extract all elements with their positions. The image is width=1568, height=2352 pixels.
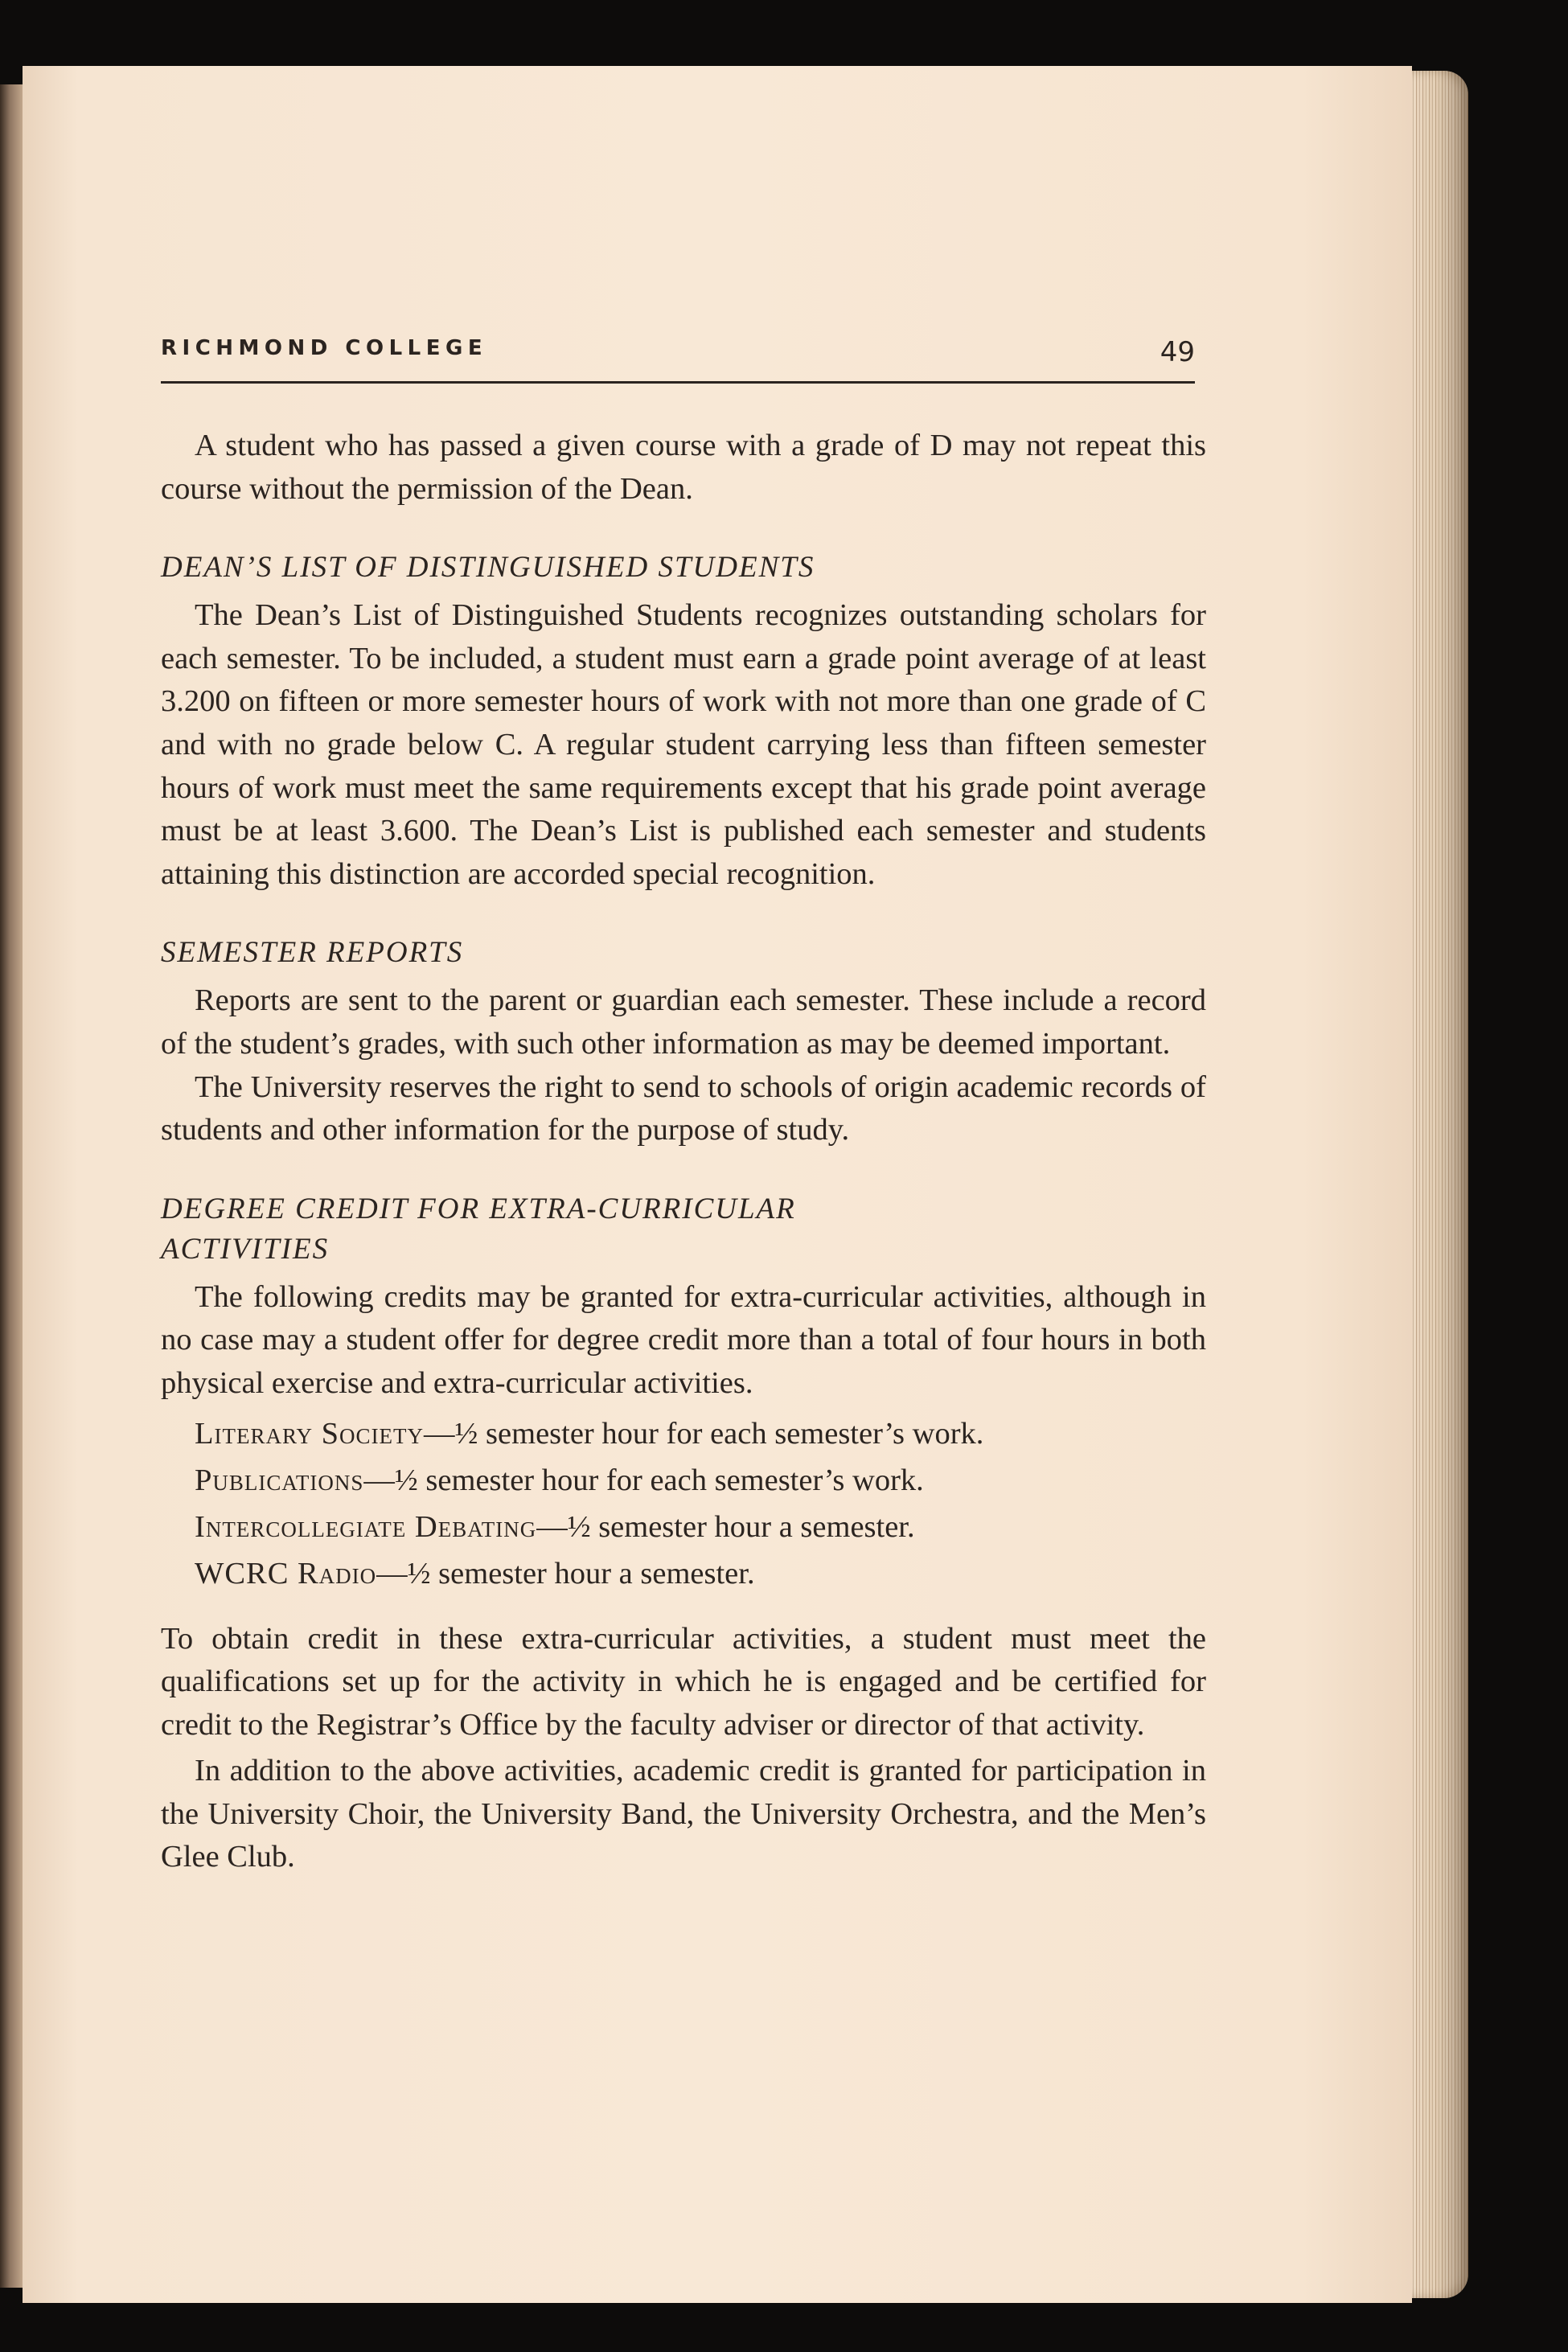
header-rule: [161, 381, 1195, 384]
semester-reports-paragraph-2: The University reserves the right to send to schools of origin academic records of students and other information for the purpose of study.: [161, 1069, 1206, 1147]
degree-credit-heading: [161, 1189, 1206, 1270]
semester-reports-paragraph-1: Reports are sent to the parent or guardian each semester. These include a record of the student’s grades, with such other information as may be deemed important.: [161, 983, 1206, 1061]
credit-line-wcrc-radio: [161, 1550, 1206, 1597]
page-number: 49: [1160, 336, 1195, 368]
book-page: [23, 66, 1412, 2303]
credit-amount: —½ semester hour for each semester’s work.: [363, 1463, 924, 1497]
degree-credit-paragraph: The following credits may be granted for extra-curricular activities, although in no case may a student offer for degree credit more than a total of four hours in both physical exercise and extra-curricular activities.: [161, 1279, 1206, 1400]
credit-activity-name: WCRC Radio: [195, 1556, 377, 1591]
closing-paragraph-2: In addition to the above activities, academic credit is granted for participation in the University Choir, the University Band, the University Orchestra, and the Men’s Glee Club.: [161, 1754, 1206, 1874]
credit-activity-name: Intercollegiate Debating: [195, 1509, 537, 1544]
degree-credit-heading-line-1: DEGREE CREDIT FOR EXTRA-CURRICULAR: [161, 1192, 796, 1225]
semester-reports-heading: SEMESTER REPORTS: [161, 936, 464, 970]
credit-activity-name: Publications: [195, 1463, 364, 1497]
running-header-title: RICHMOND COLLEGE: [161, 336, 488, 360]
page-body: [161, 425, 1206, 1879]
credit-activity-name: Literary Society: [195, 1416, 425, 1451]
credit-amount: —½ semester hour a semester.: [376, 1556, 755, 1591]
running-header: [137, 272, 1195, 376]
deans-list-heading: DEAN’S LIST OF DISTINGUISHED STUDENTS: [161, 551, 815, 585]
credit-line-intercollegiate-debating: [161, 1504, 1206, 1550]
degree-credit-heading-line-2: ACTIVITIES: [161, 1232, 330, 1266]
deans-list-paragraph: The Dean’s List of Distinguished Students recognizes outstanding scholars for each semester. To be included, a student must earn a grade point average of at least 3.200 on fifteen or more semester hours of work with not more than one grade of C and with no grade below C. A regular student carrying less than fifteen semester hours of work must meet the same requirements except that his grade point average must be at least 3.600. The Dean’s List is published each semester and students attaining this distinction are accorded special recognition.: [161, 598, 1206, 891]
closing-paragraph-1: To obtain credit in these extra-curricular activities, a student must meet the qualifications set up for the activity in which he is engaged and be certified for credit to the Registrar’s Office by the faculty adviser or director of that activity.: [161, 1621, 1206, 1742]
credit-amount: —½ semester hour a semester.: [536, 1509, 915, 1544]
credit-line-publications: [161, 1457, 1206, 1504]
intro-paragraph: A student who has passed a given course with a grade of D may not repeat this course without the permission of the Dean.: [161, 429, 1206, 506]
left-page-edge: [0, 84, 24, 2288]
page-content: [137, 272, 1206, 1874]
credit-line-literary-society: [161, 1410, 1206, 1457]
credit-amount: —½ semester hour for each semester’s work.: [424, 1416, 984, 1451]
